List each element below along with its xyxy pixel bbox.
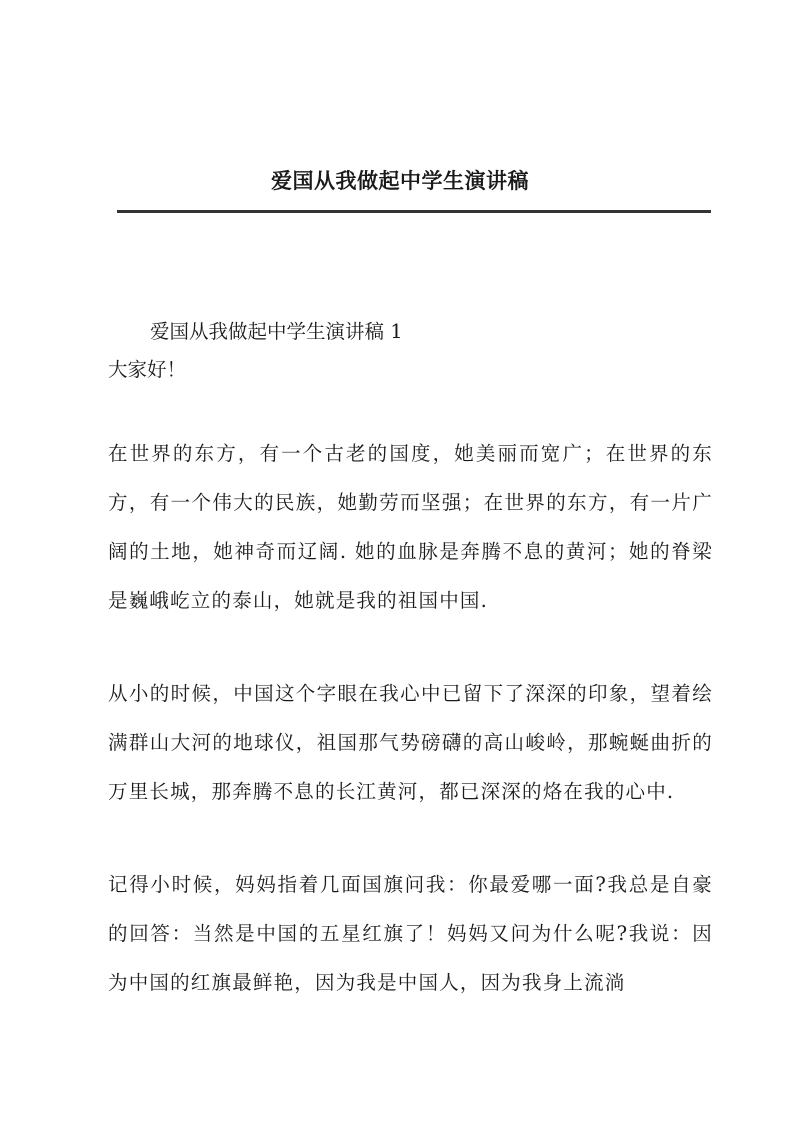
- document-subtitle: 爱国从我做起中学生演讲稿 1: [150, 320, 403, 343]
- paragraph-3: 记得小时候，妈妈指着几面国旗问我：你最爱哪一面?我总是自豪的回答：当然是中国的五星红旗了！妈妈又问为什么呢?我说：因为中国的红旗最鲜艳，因为我是中国人，因为我身上流淌: [108, 873, 713, 994]
- paragraph-1: 在世界的东方，有一个古老的国度，她美丽而宽广；在世界的东方，有一个伟大的民族，她勤劳而坚强；在世界的东方，有一片广阔的土地，她神奇而辽阔. 她的血脉是奔腾不息的黄河；她的脊梁是巍峨屹立的泰山，她就是我的祖国中国.: [108, 442, 713, 612]
- paragraph-2: 从小的时候，中国这个字眼在我心中已留下了深深的印象，望着绘满群山大河的地球仪，祖国那气势磅礴的高山峻岭，那蜿蜒曲折的万里长城，那奔腾不息的长江黄河，都已深深的烙在我的心中.: [108, 682, 713, 803]
- document-body: [108, 317, 713, 1007]
- page-title: 爱国从我做起中学生演讲稿: [271, 168, 529, 193]
- greeting-text: 大家好！: [108, 358, 187, 381]
- title-divider: [117, 210, 711, 213]
